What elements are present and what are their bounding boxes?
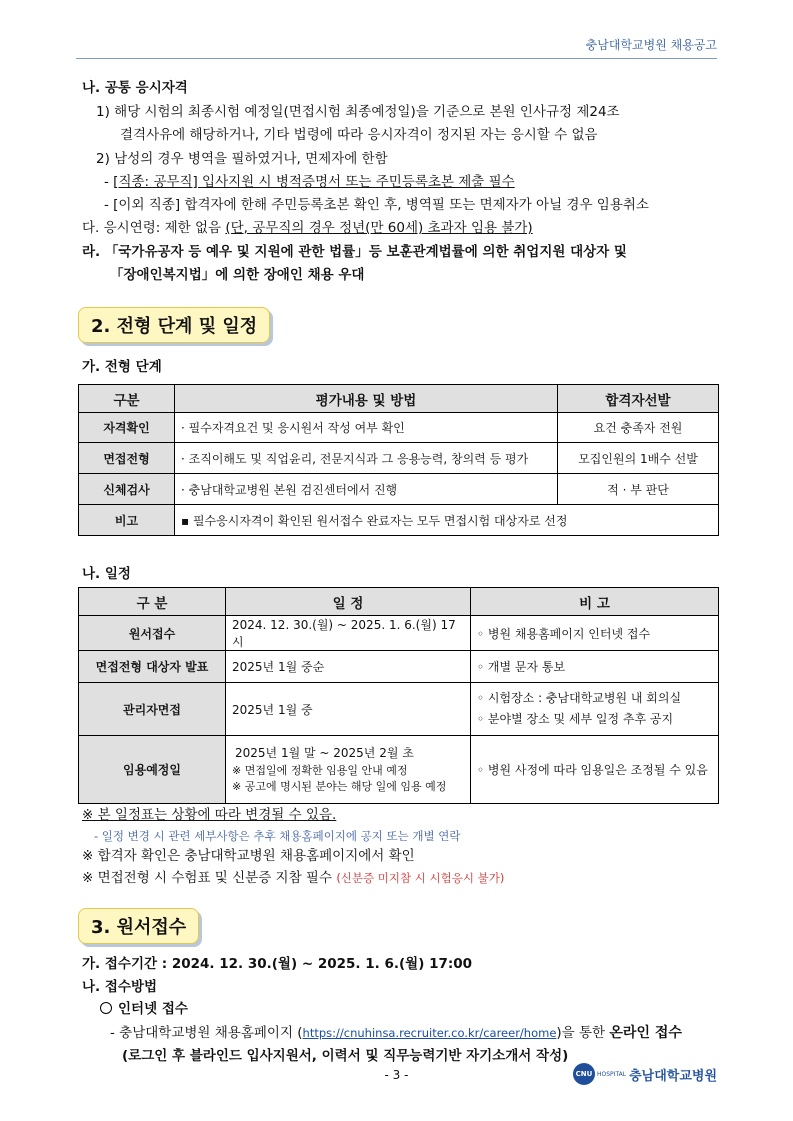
- application-method-item: [100, 1000, 188, 1018]
- stages-header-selection: 합격자선발: [558, 385, 719, 413]
- military-doc-note: [직종: 공무직] 입사지원 시 병적증명서 또는 주민등록초본 제출 필수: [113, 174, 515, 190]
- stage-selection: 적 · 부 판단: [558, 474, 719, 505]
- common-item2-sub2: - [이외 직종] 합격자에 한해 주민등록초본 확인 후, 병역필 또는 면제자가 아닐 경우 임용취소: [104, 197, 649, 213]
- table-row: [79, 683, 719, 736]
- schedule-header-row: [79, 588, 719, 616]
- schedule-note: ◦ 병원 채용홈페이지 인터넷 접수: [471, 616, 719, 651]
- schedule-note1-text: ※ 본 일정표는 상황에 따라 변경될 수 있음.: [82, 807, 337, 823]
- stage-name: 자격확인: [79, 413, 175, 443]
- schedule-date: 2024. 12. 30.(월) ~ 2025. 1. 6.(월) 17시: [226, 616, 471, 651]
- schedule-name: 임용예정일: [79, 736, 226, 804]
- stages-header-row: [79, 385, 719, 413]
- schedule-note: ◦ 시험장소 : 충남대학교병원 내 회의실: [477, 691, 682, 705]
- table-row: [79, 474, 719, 505]
- schedule-header-date: 일 정: [226, 588, 471, 616]
- schedule-title: 나. 일정: [82, 566, 131, 582]
- table-row: [79, 413, 719, 443]
- common-title: 나. 공통 응시자격: [82, 80, 188, 96]
- schedule-note1-sub: - 일정 변경 시 관련 세부사항은 추후 채용홈페이지에 공지 또는 개별 연락: [94, 829, 461, 843]
- stages-header-method: 평가내용 및 방법: [175, 385, 558, 413]
- preference-line2: 「장애인복지법」에 의한 장애인 채용 우대: [110, 267, 365, 283]
- schedule-note3-text: ※ 면접전형 시 수험표 및 신분증 지참 필수: [82, 870, 337, 886]
- schedule-note: ◦ 분야별 장소 및 세부 일정 추후 공지: [477, 712, 674, 726]
- schedule-date-sub: ※ 공고에 명시된 분야는 해당 일에 임용 예정: [232, 780, 447, 793]
- schedule-date-sub: ※ 면접일에 정확한 임용일 안내 예정: [232, 764, 408, 777]
- stage-name: 면접전형: [79, 443, 175, 474]
- application-method-item-text: 인터넷 접수: [118, 1001, 188, 1017]
- table-row: [79, 651, 719, 683]
- stage-note-text: ▪ 필수응시자격이 확인된 원서접수 완료자는 모두 면접시험 대상자로 선정: [175, 505, 719, 536]
- age-line: [82, 219, 533, 237]
- common-item1-line1: 1) 해당 시험의 최종시험 예정일(면접시험 최종예정일)을 기준으로 본원 인사규정 제24조: [96, 104, 620, 120]
- schedule-note: ◦ 병원 사정에 따라 임용일은 조정될 수 있음: [471, 736, 719, 804]
- schedule-name: 면접전형 대상자 발표: [79, 651, 226, 683]
- stage-method: · 필수자격요건 및 응시원서 작성 여부 확인: [175, 413, 558, 443]
- application-method-line: [110, 1024, 682, 1042]
- application-method-title: 나. 접수방법: [82, 979, 158, 995]
- preference-line1: 라. 「국가유공자 등 예우 및 지원에 관한 법률」등 보훈관계법률에 의한 취업지원 대상자 및: [82, 244, 627, 260]
- stage-selection: 모집인원의 1배수 선발: [558, 443, 719, 474]
- schedule-table: [78, 587, 719, 804]
- schedule-note: ◦ 개별 문자 통보: [471, 651, 719, 683]
- stage-name: 신체검사: [79, 474, 175, 505]
- common-item2-sub1: - [직종: 공무직] 입사지원 시 병적증명서 또는 주민등록초본 제출 필수: [104, 174, 515, 190]
- logo-sub: HOSPITAL: [597, 1070, 627, 1078]
- hospital-logo: [573, 1063, 717, 1085]
- method-line-prefix: - 충남대학교병원 채용홈페이지 (: [110, 1025, 303, 1041]
- schedule-name: 관리자면접: [79, 683, 226, 736]
- common-item2: 2) 남성의 경우 병역을 필하였거나, 면제자에 한함: [96, 151, 388, 167]
- schedule-note-cell: [471, 683, 719, 736]
- stage-selection: 요건 충족자 전원: [558, 413, 719, 443]
- section3-title: 3. 원서접수: [78, 908, 199, 944]
- schedule-note3: [82, 869, 504, 887]
- table-row: [79, 616, 719, 651]
- circle-bullet-icon: [100, 1002, 112, 1014]
- age-note: (단, 공무직의 경우 정년(만 60세) 초과자 임용 불가): [225, 220, 533, 236]
- schedule-name: 원서접수: [79, 616, 226, 651]
- header-divider: [76, 58, 717, 59]
- application-method-line2: (로그인 후 블라인드 입사지원서, 이력서 및 직무능력기반 자기소개서 작성): [122, 1048, 569, 1064]
- stages-title: 가. 전형 단계: [82, 359, 162, 375]
- schedule-date: 2025년 1월 말 ~ 2025년 2월 초: [235, 746, 414, 760]
- section2-title: 2. 전형 단계 및 일정: [78, 307, 270, 343]
- page-number: - 3 -: [384, 1068, 409, 1082]
- table-row: [79, 443, 719, 474]
- cnu-logo-icon: CNU: [573, 1063, 595, 1085]
- schedule-header-category: 구 분: [79, 588, 226, 616]
- table-row: [79, 505, 719, 536]
- schedule-note3-warning: (신분증 미지참 시 시험응시 불가): [336, 871, 505, 885]
- schedule-date: 2025년 1월 중순: [226, 651, 471, 683]
- schedule-header-note: 비 고: [471, 588, 719, 616]
- stage-method: · 충남대학교병원 본원 검진센터에서 진행: [175, 474, 558, 505]
- header-title: 충남대학교병원 채용공고: [585, 38, 717, 52]
- schedule-date-cell: [226, 736, 471, 804]
- stages-header-category: 구분: [79, 385, 175, 413]
- stages-table: [78, 384, 719, 536]
- schedule-date: 2025년 1월 중: [226, 683, 471, 736]
- schedule-note1: [82, 806, 336, 824]
- schedule-note2: ※ 합격자 확인은 충남대학교병원 채용홈페이지에서 확인: [82, 848, 415, 864]
- common-item1-line2: 결격사유에 해당하거나, 기타 법령에 따라 응시자격이 정지된 자는 응시할 수 없음: [120, 127, 598, 143]
- application-period: 가. 접수기간 : 2024. 12. 30.(월) ~ 2025. 1. 6.(월) 17:00: [82, 956, 473, 972]
- stage-note-name: 비고: [79, 505, 175, 536]
- logo-name: 충남대학교병원: [629, 1068, 717, 1084]
- stage-method: · 조직이해도 및 직업윤리, 전문지식과 그 응용능력, 창의력 등 평가: [175, 443, 558, 474]
- method-line-mid: )을 통한: [556, 1025, 610, 1041]
- method-line-bold: 온라인 접수: [609, 1025, 682, 1041]
- careers-url-link[interactable]: https://cnuhinsa.recruiter.co.kr/career/home: [302, 1026, 557, 1040]
- age-prefix: 다. 응시연령: 제한 없음: [82, 220, 226, 236]
- table-row: [79, 736, 719, 804]
